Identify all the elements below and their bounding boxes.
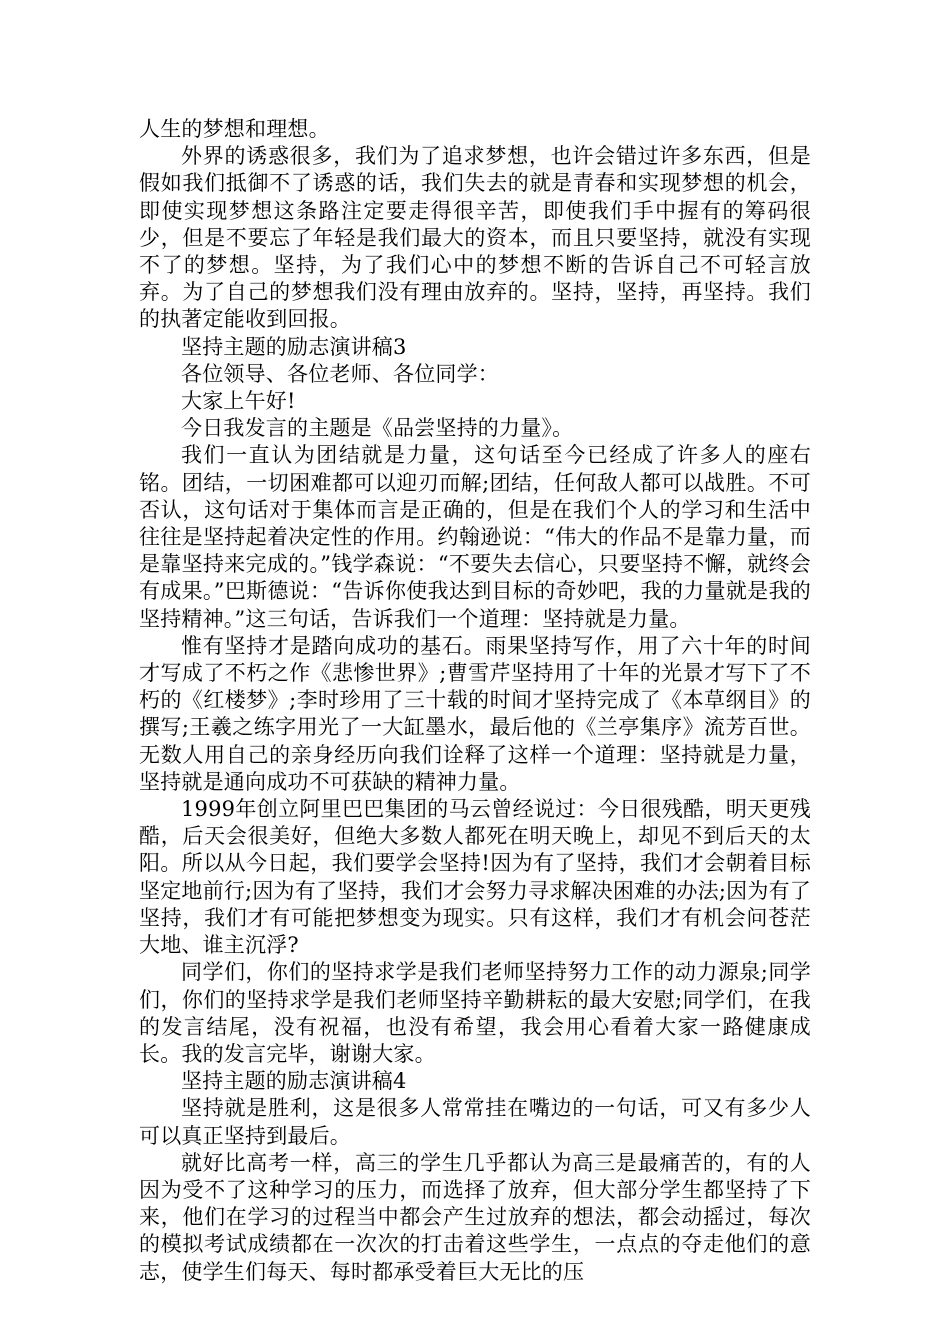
paragraph: 今日我发言的主题是《品尝坚持的力量》。 — [181, 416, 574, 441]
section-heading: 坚持主题的励志演讲稿3 — [181, 334, 407, 359]
paragraph: 1999年创立阿里巴巴集团的马云曾经说过：今日很残酷，明天更残酷，后天会很美好，但绝大多数人都死在明天晚上，却见不到后天的太阳。所以从今日起，我们要学会坚持!因为有了坚持，我们才会朝着目标坚定地前行;因为有了坚持，我们才会努力寻求解决困难的办法;因为有了坚持，我们才有可能把梦想变为现实。只有这样，我们才有机会问苍茫大地、谁主沉浮? — [139, 797, 811, 958]
paragraph: 同学们，你们的坚持求学是我们老师坚持努力工作的动力源泉;同学们，你们的坚持求学是我们老师坚持辛勤耕耘的最大安慰;同学们，在我的发言结尾，没有祝福，也没有希望，我会用心看着大家一路健康成长。我的发言完毕，谢谢大家。 — [139, 960, 811, 1066]
section-heading: 坚持主题的励志演讲稿4 — [181, 1069, 407, 1094]
paragraph: 人生的梦想和理想。 — [139, 117, 330, 141]
paragraph: 坚持就是胜利，这是很多人常常挂在嘴边的一句话，可又有多少人可以真正坚持到最后。 — [139, 1096, 811, 1148]
salutation: 各位领导、各位老师、各位同学： — [181, 361, 499, 386]
paragraph: 就好比高考一样，高三的学生几乎都认为高三是最痛苦的，有的人因为受不了这种学习的压力，而选择了放弃，但大部分学生都坚持了下来，他们在学习的过程当中都会产生过放弃的想法，都会动摇过，每次的模拟考试成绩都在一次次的打击着这些学生，一点点的夺走他们的意志，使学生们每天、每时都承受着巨大无比的压 — [139, 1150, 811, 1284]
paragraph: 惟有坚持才是踏向成功的基石。雨果坚持写作，用了六十年的时间才写成了不朽之作《悲惨世界》;曹雪芹坚持用了十年的光景才写下了不朽的《红楼梦》;李时珍用了三十载的时间才坚持完成了《本草纲目》的撰写;王羲之练字用光了一大缸墨水，最后他的《兰亭集序》流芳百世。无数人用自己的亲身经历向我们诠释了这样一个道理：坚持就是力量，坚持就是通向成功不可获缺的精神力量。 — [139, 633, 811, 794]
greeting: 大家上午好! — [181, 389, 296, 414]
paragraph: 我们一直认为团结就是力量，这句话至今已经成了许多人的座右铭。团结，一切困难都可以迎刃而解;团结，任何敌人都可以战胜。不可否认，这句话对于集体而言是正确的，但是在我们个人的学习和生活中往往是坚持起着决定性的作用。约翰逊说：“伟大的作品不是靠力量，而是靠坚持来完成的。”钱学森说：“不要失去信心，只要坚持不懈，就终会有成果。”巴斯德说：“告诉你使我达到目标的奇妙吧，我的力量就是我的坚持精神。”这三句话，告诉我们一个道理：坚持就是力量。 — [139, 443, 811, 631]
paragraph: 外界的诱惑很多，我们为了追求梦想，也许会错过许多东西，但是假如我们抵御不了诱惑的话，我们失去的就是青春和实现梦想的机会，即使实现梦想这条路注定要走得很辛苦，即使我们手中握有的筹码很少，但是不要忘了年轻是我们最大的资本，而且只要坚持，就没有实现不了的梦想。坚持，为了我们心中的梦想不断的告诉自己不可轻言放弃。为了自己的梦想我们没有理由放弃的。坚持，坚持，再坚持。我们的执著定能收到回报。 — [139, 144, 811, 332]
document-body — [139, 116, 811, 1286]
